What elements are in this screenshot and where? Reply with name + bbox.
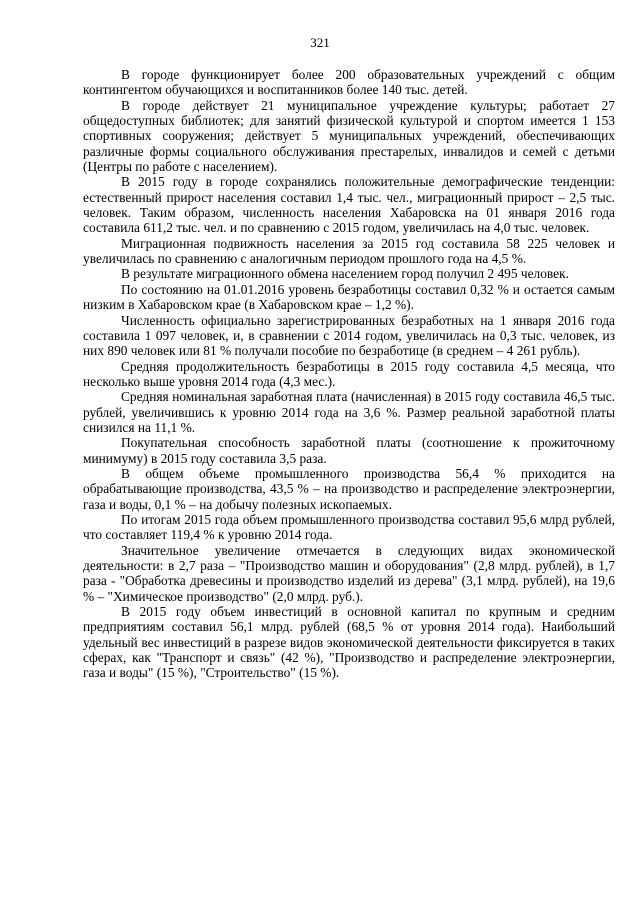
paragraph-industry-growth: Значительное увеличение отмечается в следующих видах экономической деятельности: в 2,7 раза – "Производство машин и оборудования" (2,8 млрд. рублей), в 1,7 раза - "Обработка древесины и производство изделий из дерева" (3,1 млрд. рублей), на 19,6 % – "Химическое производство" (2,0 млрд. руб.).	[83, 542, 615, 604]
paragraph-unemployment-duration: Средняя продолжительность безработицы в 2015 году составила 4,5 месяца, что несколько выше уровня 2014 года (4,3 мес.).	[83, 358, 615, 389]
document-body	[83, 67, 615, 681]
paragraph-migration-mobility: Миграционная подвижность населения за 2015 год составила 58 225 человек и увеличилась по сравнению с аналогичным периодом прошлого года на 4,5 %.	[83, 235, 615, 267]
paragraph-demography: В 2015 году в городе сохранялись положительные демографические тенденции: естественный прирост населения составил 1,4 тыс. чел., миграционный прирост – 2,5 тыс. человек. Таким образом, численность населения Хабаровска на 01 января 2016 года составила 611,2 тыс. чел. и по сравнению с 2015 годом, увеличилась на 4,0 тыс. человек.	[83, 174, 615, 236]
paragraph-education: В городе функционирует более 200 образовательных учреждений с общим контингентом обучающихся и воспитанников более 140 тыс. детей.	[83, 67, 615, 98]
paragraph-migration-exchange: В результате миграционного обмена населением город получил 2 495 человек.	[121, 266, 569, 282]
paragraph-investments: В 2015 году объем инвестиций в основной капитал по крупным и средним предприятиям составил 56,1 млрд. рублей (68,5 % от уровня 2014 года). Наибольший удельный вес инвестиций в разрезе видов экономической деятельности фиксируется в таких сферах, как "Транспорт и связь" (42 %), "Производство и распределение электроэнергии, газа и воды" (15 %), "Строительство" (15 %).	[83, 604, 615, 681]
paragraph-industry-structure: В общем объеме промышленного производства 56,4 % приходится на обрабатывающие производства, 43,5 % – на производство и распределение электроэнергии, газа и воды, 0,1 % – на добычу полезных ископаемых.	[83, 465, 615, 512]
paragraph-registered-unemployed: Численность официально зарегистрированных безработных на 1 января 2016 года составила 1 097 человек, и, в сравнении с 2014 годом, увеличилась на 0,3 тыс. человек, из них 890 человек или 81 % получали пособие по безработице (в среднем – 4 261 рубль).	[83, 312, 615, 359]
paragraph-average-wage: Средняя номинальная заработная плата (начисленная) в 2015 году составила 46,5 тыс. рублей, увеличившись к уровню 2014 года на 3,6 %. Размер реальной заработной платы снизился на 11,1 %.	[83, 389, 615, 435]
paragraph-unemployment-rate: По состоянию на 01.01.2016 уровень безработицы составил 0,32 % и остается самым низким в Хабаровском крае (в Хабаровском крае – 1,2 %).	[83, 281, 615, 313]
page-number: 321	[310, 35, 330, 50]
paragraph-industry-volume: По итогам 2015 года объем промышленного производства составил 95,6 млрд рублей, что составляет 119,4 % к уровню 2014 года.	[83, 511, 615, 543]
paragraph-culture: В городе действует 21 муниципальное учреждение культуры; работает 27 общедоступных библиотек; для занятий физической культурой и спортом имеется 1 153 спортивных сооружения; действует 5 муниципальных учреждений, обеспечивающих различные формы социального обслуживания престарелых, инвалидов и семей с детьми (Центры по работе с населением).	[83, 97, 615, 175]
paragraph-purchasing-power: Покупательная способность заработной платы (соотношение к прожиточному минимуму) в 2015 году составила 3,5 раза.	[83, 435, 615, 466]
